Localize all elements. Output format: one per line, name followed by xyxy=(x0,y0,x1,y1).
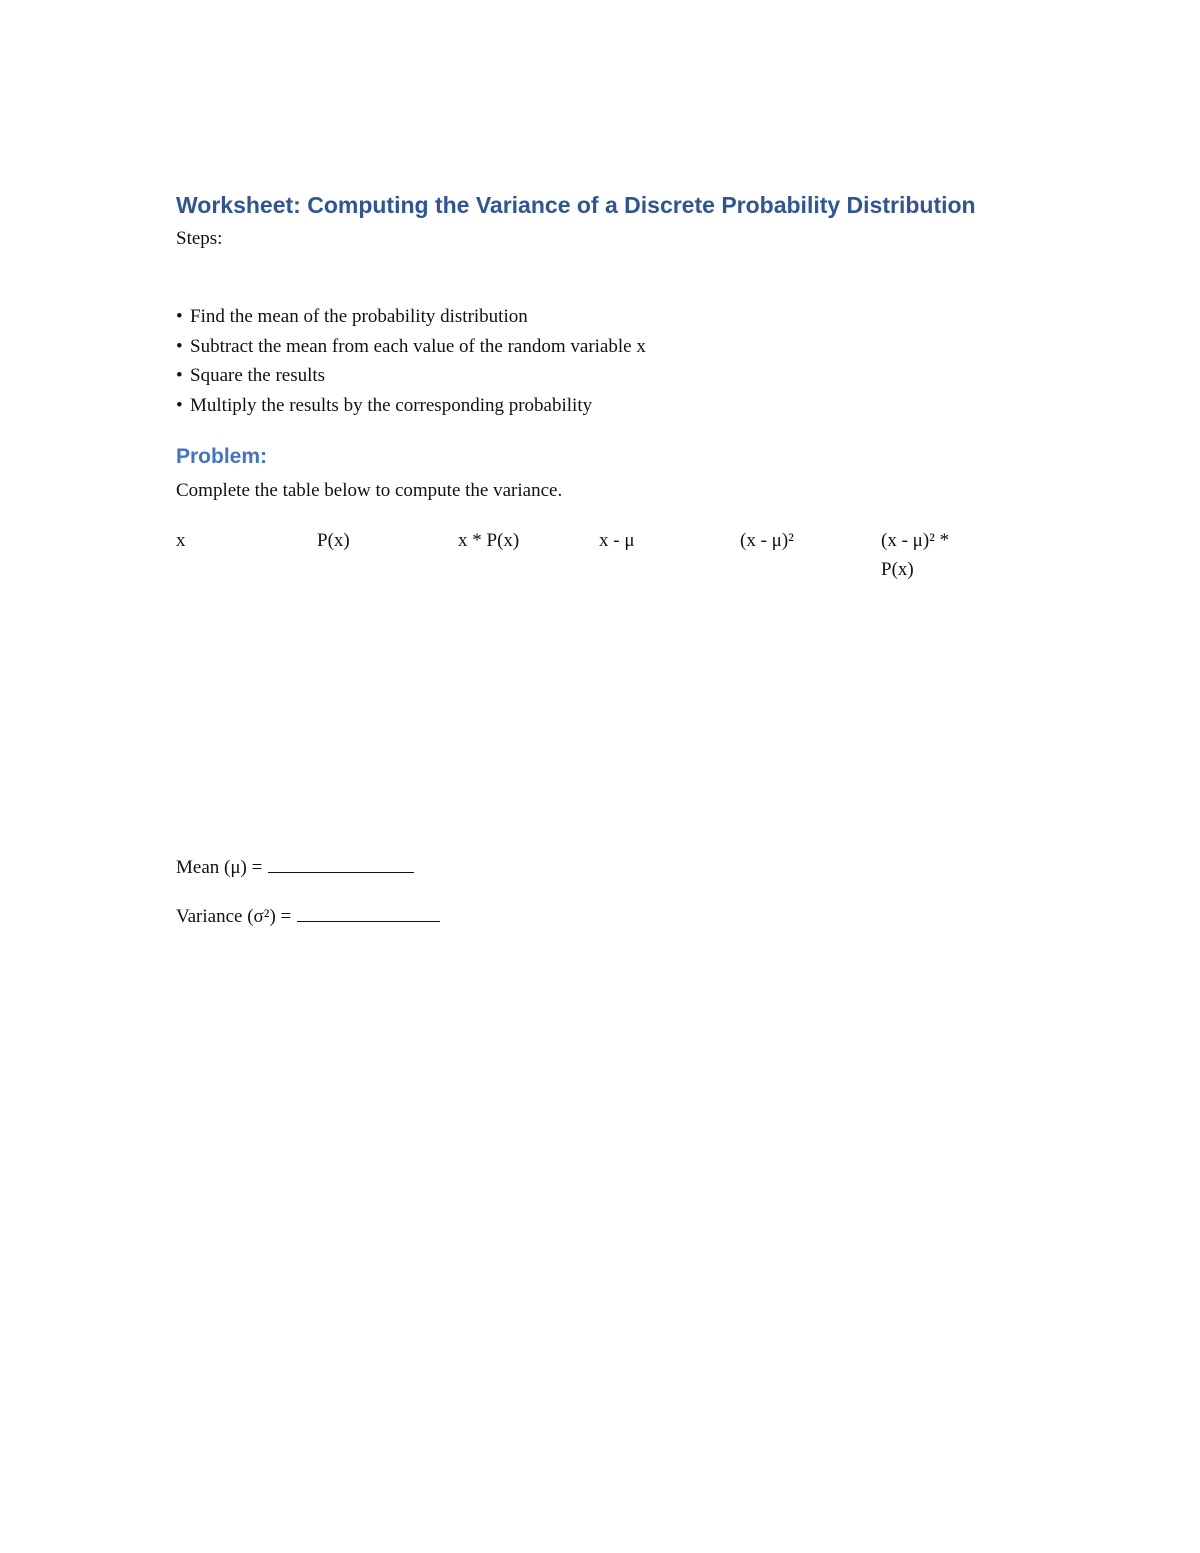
bullet-icon: • xyxy=(176,394,183,416)
table-body-blank xyxy=(176,584,1036,854)
step-text: Subtract the mean from each value of the random variable x xyxy=(190,335,646,357)
mean-label: Mean (μ) = xyxy=(176,857,263,878)
steps-list xyxy=(176,302,1036,420)
step-text: Square the results xyxy=(190,365,326,386)
table-header-row xyxy=(176,526,1036,584)
mean-line xyxy=(176,854,1036,881)
variance-label: Variance (σ²) = xyxy=(176,906,292,927)
bullet-icon: • xyxy=(176,365,183,386)
list-item xyxy=(176,332,1036,362)
list-item xyxy=(176,302,1036,332)
list-item xyxy=(176,391,1036,421)
variance-line xyxy=(176,903,1036,930)
steps-label: Steps: xyxy=(176,228,223,249)
step-text: Find the mean of the probability distribution xyxy=(190,306,528,327)
problem-heading: Problem: xyxy=(176,445,268,468)
worksheet-page xyxy=(176,188,1036,930)
column-header-squared-deviation: (x - μ)² xyxy=(740,530,794,551)
bullet-icon: • xyxy=(176,335,183,357)
worksheet-title: Worksheet: Computing the Variance of a Discrete Probability Distribution xyxy=(176,192,976,218)
list-item xyxy=(176,361,1036,391)
column-header-x-minus-mean: x - μ xyxy=(599,530,635,551)
step-text: Multiply the results by the corresponding probability xyxy=(190,394,593,416)
column-header-weighted-squared-deviation: (x - μ)² * P(x) xyxy=(881,530,950,580)
column-header-x: x xyxy=(176,530,186,551)
problem-instructions: Complete the table below to compute the variance. xyxy=(176,480,563,501)
variance-answer-blank[interactable] xyxy=(297,903,440,922)
column-header-x-times-px: x * P(x) xyxy=(458,530,520,551)
bullet-icon: • xyxy=(176,306,183,327)
mean-answer-blank[interactable] xyxy=(268,854,414,873)
column-header-px: P(x) xyxy=(317,530,350,551)
